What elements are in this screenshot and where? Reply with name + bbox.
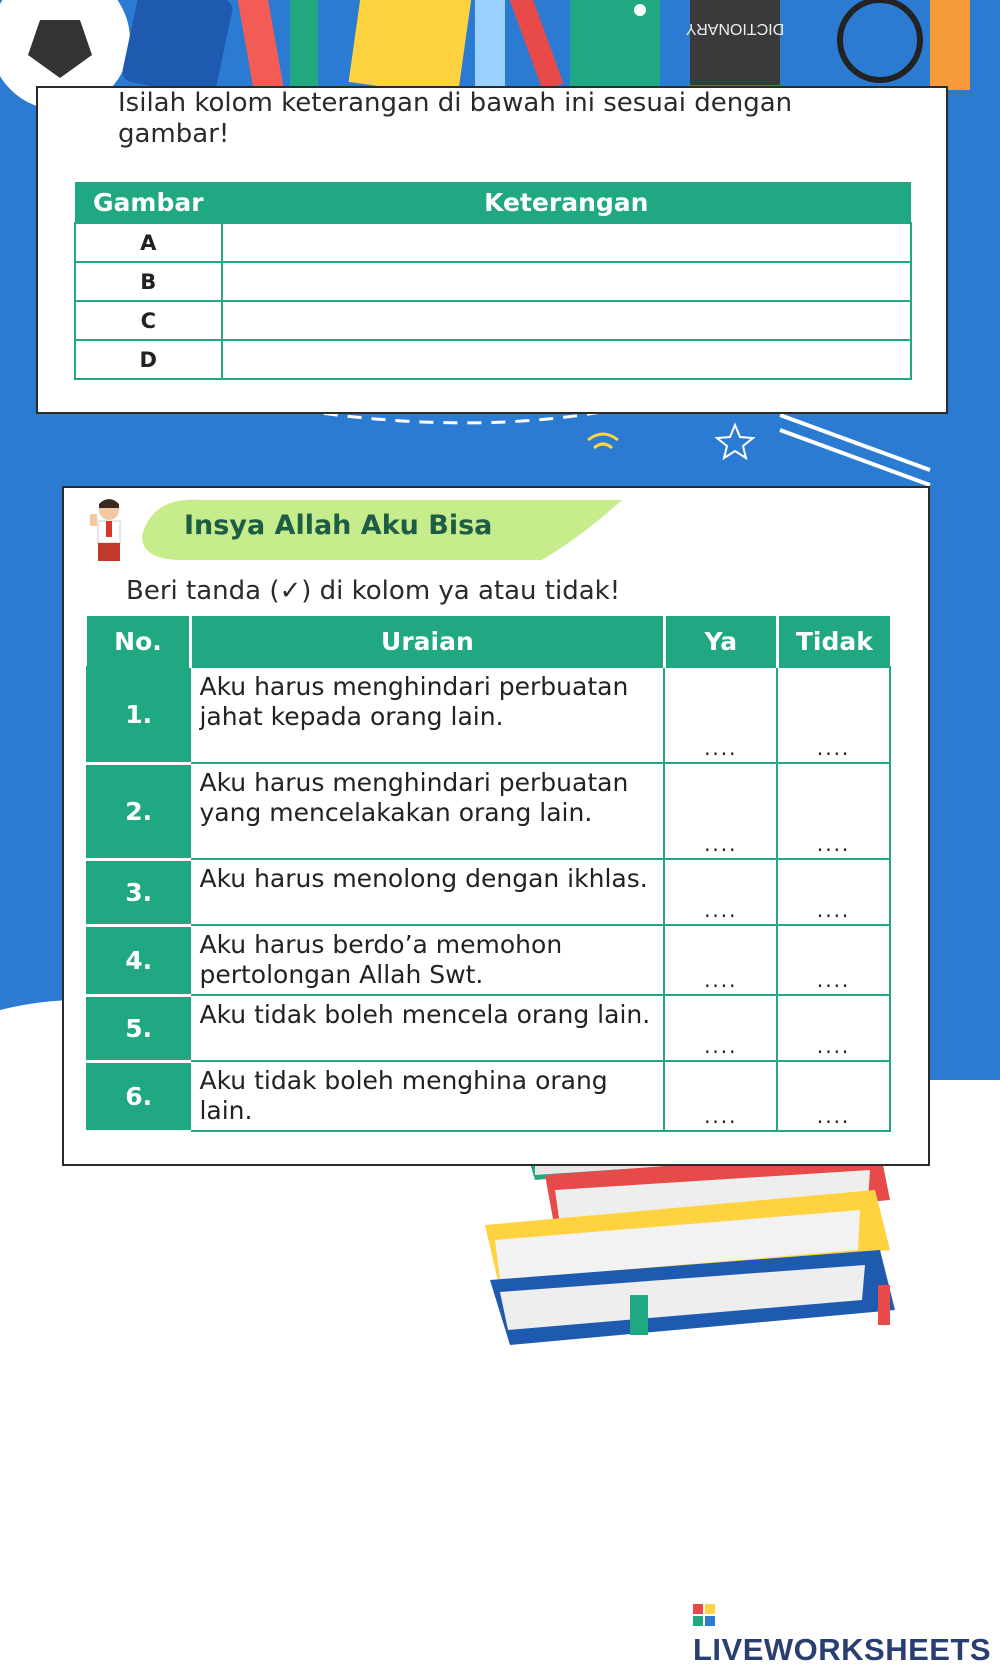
table-row — [75, 340, 911, 379]
logo-text: LIVEWORKSHEETS — [693, 1632, 992, 1667]
ya-answer-field[interactable]: .... — [664, 925, 777, 995]
row-statement: Aku harus menolong dengan ikhlas. — [190, 859, 664, 925]
banner-title: Insya Allah Aku Bisa — [184, 510, 493, 541]
table-row — [87, 667, 890, 763]
instruction-text-2: Beri tanda (✓) di kolom ya atau tidak! — [126, 576, 621, 606]
row-number: 5. — [87, 995, 190, 1061]
tidak-answer-field[interactable]: .... — [777, 995, 890, 1061]
ya-answer-field[interactable]: .... — [664, 763, 777, 859]
keterangan-input[interactable] — [222, 340, 911, 379]
dictionary-icon — [690, 0, 780, 85]
header-uraian: Uraian — [190, 616, 664, 667]
table-row — [87, 1061, 890, 1131]
ya-answer-field[interactable]: .... — [664, 667, 777, 763]
header-ya: Ya — [664, 616, 777, 667]
table-row — [75, 301, 911, 340]
liveworksheets-logo[interactable] — [693, 1596, 1000, 1668]
header-keterangan: Keterangan — [222, 182, 911, 223]
row-label: A — [75, 223, 222, 262]
row-number: 1. — [87, 667, 190, 763]
tidak-answer-field[interactable]: .... — [777, 763, 890, 859]
row-statement: Aku harus menghindari perbuatan jahat kepada orang lain. — [190, 667, 664, 763]
row-label: D — [75, 340, 222, 379]
header-tidak: Tidak — [777, 616, 890, 667]
keterangan-input[interactable] — [222, 262, 911, 301]
row-number: 6. — [87, 1061, 190, 1131]
checklist-table — [86, 616, 891, 1133]
table-row — [87, 859, 890, 925]
row-statement: Aku harus berdo’a memohon pertolongan Allah Swt. — [190, 925, 664, 995]
row-number: 3. — [87, 859, 190, 925]
row-statement: Aku tidak boleh menghina orang lain. — [190, 1061, 664, 1131]
table-row — [87, 925, 890, 995]
row-label: C — [75, 301, 222, 340]
row-statement: Aku harus menghindari perbuatan yang mencelakakan orang lain. — [190, 763, 664, 859]
row-statement: Aku tidak boleh mencela orang lain. — [190, 995, 664, 1061]
row-label: B — [75, 262, 222, 301]
tidak-answer-field[interactable]: .... — [777, 925, 890, 995]
table-row — [75, 262, 911, 301]
ya-answer-field[interactable]: .... — [664, 1061, 777, 1131]
ya-answer-field[interactable]: .... — [664, 995, 777, 1061]
ya-answer-field[interactable]: .... — [664, 859, 777, 925]
table-row — [75, 223, 911, 262]
header-no: No. — [87, 616, 190, 667]
liveworksheets-logo-icon — [693, 1604, 715, 1626]
tidak-answer-field[interactable]: .... — [777, 859, 890, 925]
keterangan-table — [74, 182, 912, 380]
row-number: 2. — [87, 763, 190, 859]
table-row — [87, 995, 890, 1061]
checklist-panel — [62, 486, 930, 1166]
keterangan-input[interactable] — [222, 223, 911, 262]
student-avatar-icon — [84, 496, 134, 566]
keterangan-panel — [36, 86, 948, 414]
table-row — [87, 763, 890, 859]
tidak-answer-field[interactable]: .... — [777, 667, 890, 763]
ruler-icon — [349, 0, 472, 97]
bookmark-icon — [630, 1295, 648, 1335]
tidak-answer-field[interactable]: .... — [777, 1061, 890, 1131]
instruction-text-1: Isilah kolom keterangan di bawah ini sesuai dengan gambar! — [118, 88, 793, 149]
row-number: 4. — [87, 925, 190, 995]
keterangan-input[interactable] — [222, 301, 911, 340]
header-gambar: Gambar — [75, 182, 222, 223]
svg-text:DICTIONARY: DICTIONARY — [685, 20, 785, 37]
